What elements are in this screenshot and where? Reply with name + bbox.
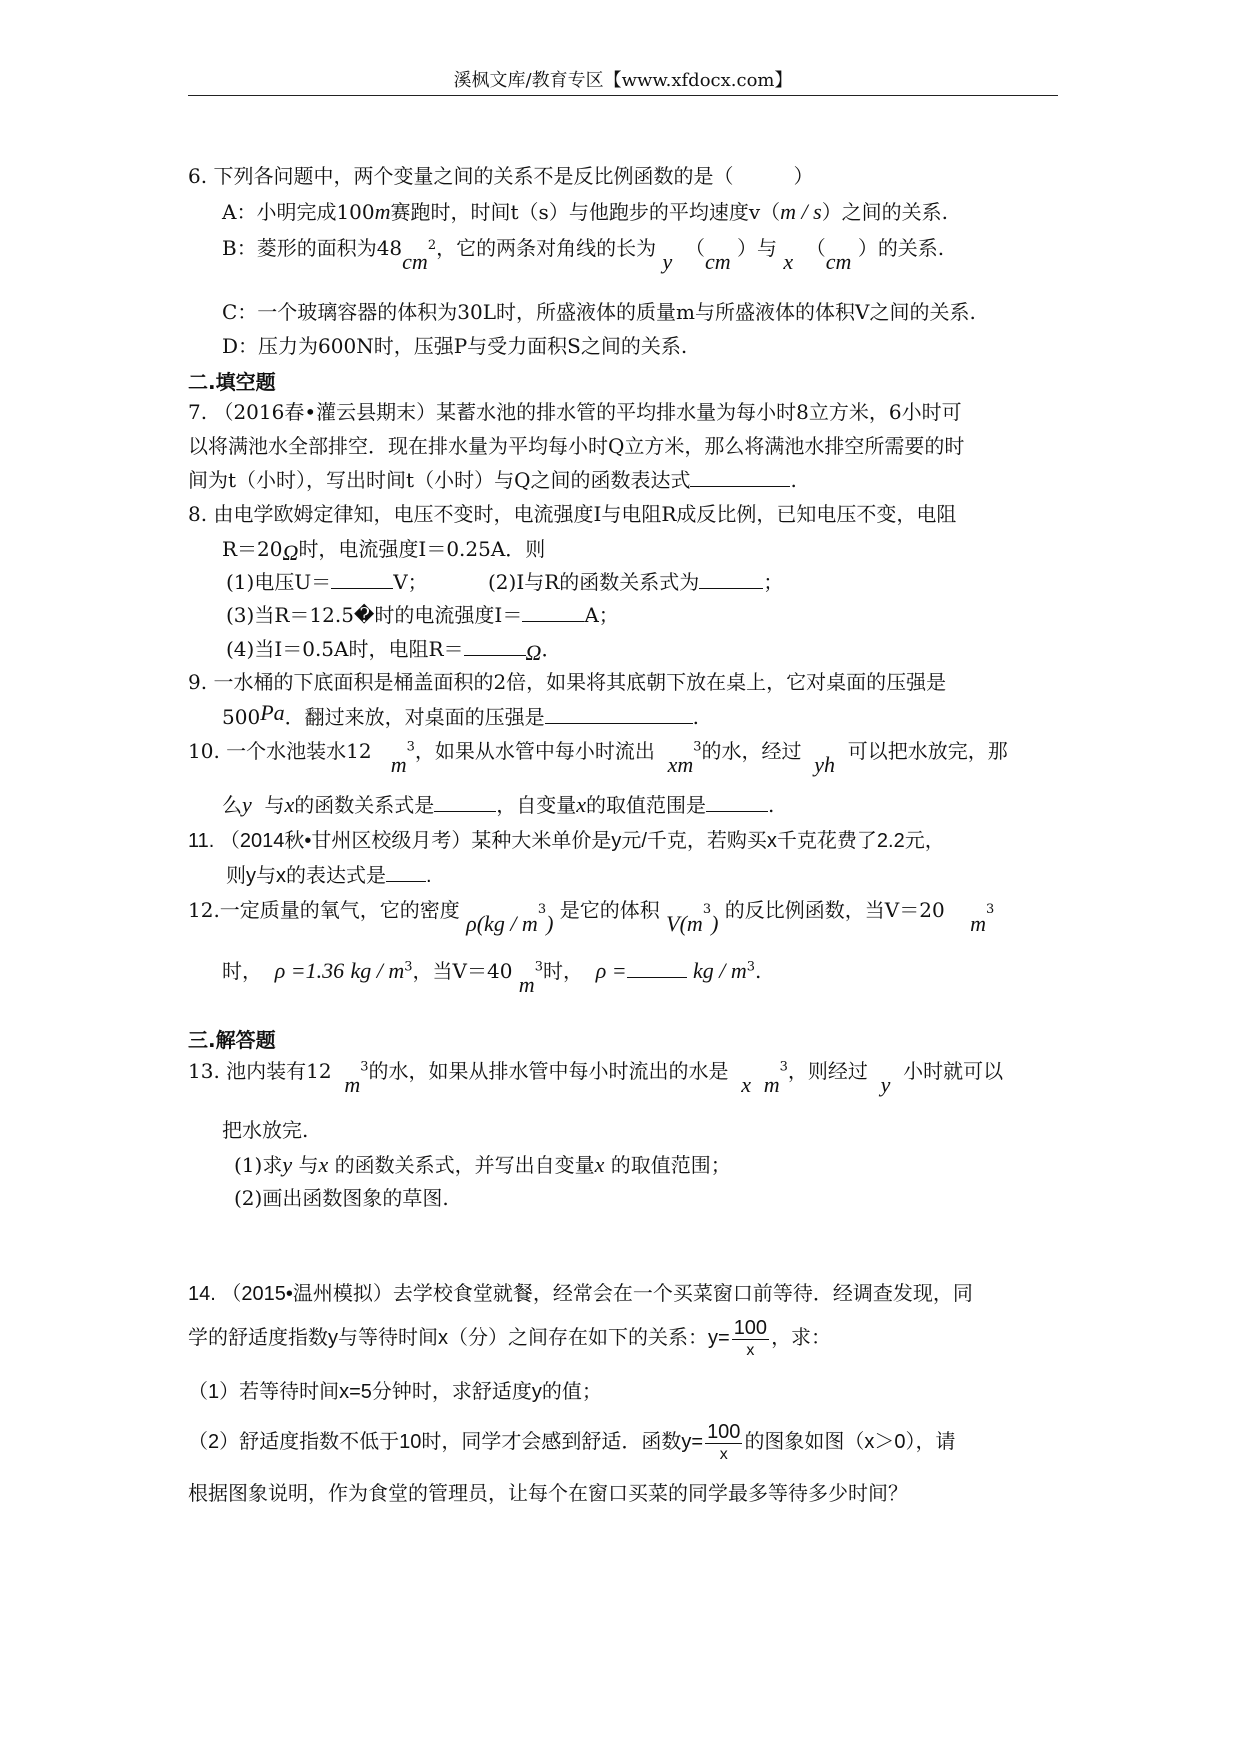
- q14-part1: （1）若等待时间x=5分钟时，求舒适度y的值；: [188, 1381, 602, 1403]
- q10-blank-2[interactable]: [706, 793, 768, 812]
- q14-line2: 学的舒适度指数y与等待时间x（分）之间存在如下的关系：y= $\frac{100}{x}$ ，求：: [188, 1317, 832, 1359]
- q8-line2: R＝20Ω时，电流强度I＝0.25A．则: [222, 537, 546, 565]
- q14-line1: 14. （2015•温州模拟）去学校食堂就餐，经常会在一个买菜窗口前等待．经调查发现，同: [188, 1283, 973, 1305]
- q10-blank-1[interactable]: [434, 793, 496, 812]
- header-title: 溪枫文库/教育专区【www.xfdocx.com】: [453, 70, 793, 91]
- section-fill-in: 二.填空题: [188, 370, 276, 394]
- q12-answer-blank[interactable]: [627, 967, 687, 978]
- q8-part3: (3)当R＝12.5�时的电流强度I＝ A；: [226, 603, 619, 627]
- section-solve: 三.解答题: [188, 1028, 276, 1052]
- q6-option-b: B：菱形的面积为$48cm^2$，它的两条对角线的长为 y （cm ）与 x （cm ）的关系.: [222, 236, 945, 274]
- fraction-100-over-x: $\frac{100}{x}$: [707, 1421, 741, 1463]
- q7-line2: 以将满池水全部排空．现在排水量为平均每小时Q立方米，那么将满池水排空所需要的时: [188, 434, 965, 458]
- q7-answer-blank[interactable]: [690, 468, 790, 487]
- q14-part2: （2）舒适度指数不低于10时，同学才会感到舒适．函数y= $\frac{100}{x}$ 的图象如图（x＞0），请: [188, 1421, 956, 1463]
- q13-part1: (1)求y 与x 的函数关系式，并写出自变量x 的取值范围；: [234, 1152, 731, 1177]
- q6-option-c: C：一个玻璃容器的体积为30L时，所盛液体的质量m与所盛液体的体积V之间的关系.: [222, 300, 976, 324]
- q11-line1: 11. （2014秋•甘州区校级月考）某种大米单价是y元/千克，若购买x千克花费了2.2元，: [188, 830, 945, 852]
- q13-line1: 13. 池内装有12 $m^3$的水，如果从排水管中每小时流出的水是 x $m^3$，则经过 y 小时就可以: [188, 1059, 1004, 1097]
- q9-line1: 9. 一水桶的下底面积是桶盖面积的2倍，如果将其底朝下放在桌上，它对桌面的压强是: [188, 670, 947, 694]
- q13-part2: (2)画出函数图象的草图.: [234, 1186, 449, 1210]
- q11-answer-blank[interactable]: [386, 863, 426, 882]
- q10-line1: 10. 一个水池装水12 $m^3$，如果从水管中每小时流出 $xm^3$的水，经过 yh 可以把水放完，那: [188, 739, 1008, 777]
- q12-line2: 时， ρ =1.36 kg / $m^3$，当V＝40 $m^3$时， ρ = kg / $m^3$.: [222, 958, 762, 997]
- q10-line2: 么y 与x的函数关系式是 ，自变量x的取值范围是 .: [222, 792, 775, 817]
- q12-line1: 12.一定质量的氧气，它的密度 $\rho(kg / m^3)$ 是它的体积 $V(m^3)$ 的反比例函数，当V＝20 $m^3$: [188, 898, 995, 936]
- q9-line2: 500Pa．翻过来放，对桌面的压强是 .: [222, 700, 699, 729]
- q8-blank-3[interactable]: [522, 603, 584, 622]
- q13-line2: 把水放完.: [222, 1118, 309, 1142]
- q6-option-a: A：小明完成100m赛跑时，时间t（s）与他跑步的平均速度v（m / s）之间的关系.: [222, 199, 949, 224]
- q9-answer-blank[interactable]: [545, 705, 693, 724]
- q11-line2: 则y与x的表达式是 .: [226, 865, 432, 887]
- q8-part2: (2)I与R的函数关系式为 ；: [488, 570, 784, 594]
- q14-last-line: 根据图象说明，作为食堂的管理员，让每个在窗口买菜的同学最多等待多少时间？: [188, 1483, 908, 1505]
- q8-blank-1[interactable]: [331, 570, 393, 589]
- q8-line1: 8. 由电学欧姆定律知，电压不变时，电流强度I与电阻R成反比例，已知电压不变，电阻: [188, 502, 957, 526]
- q8-blank-2[interactable]: [699, 570, 763, 589]
- q7-line1: 7. （2016春•灌云县期末）某蓄水池的排水管的平均排水量为每小时8立方米，6小时可: [188, 400, 962, 424]
- q6-option-d: D：压力为600N时，压强P与受力面积S之间的关系.: [222, 334, 688, 358]
- q7-line3: 间为t（小时），写出时间t（小时）与Q之间的函数表达式 .: [188, 468, 797, 492]
- fraction-100-over-x: $\frac{100}{x}$: [733, 1317, 768, 1359]
- q8-blank-4[interactable]: [464, 637, 526, 656]
- q6-stem: 6. 下列各问题中，两个变量之间的关系不是反比例函数的是（ ）: [188, 164, 814, 188]
- q8-part1: (1)电压U＝ V；: [226, 570, 428, 594]
- header-rule: [188, 95, 1058, 96]
- q8-part4: (4)当I＝0.5A时，电阻R＝ Ω．: [226, 637, 562, 665]
